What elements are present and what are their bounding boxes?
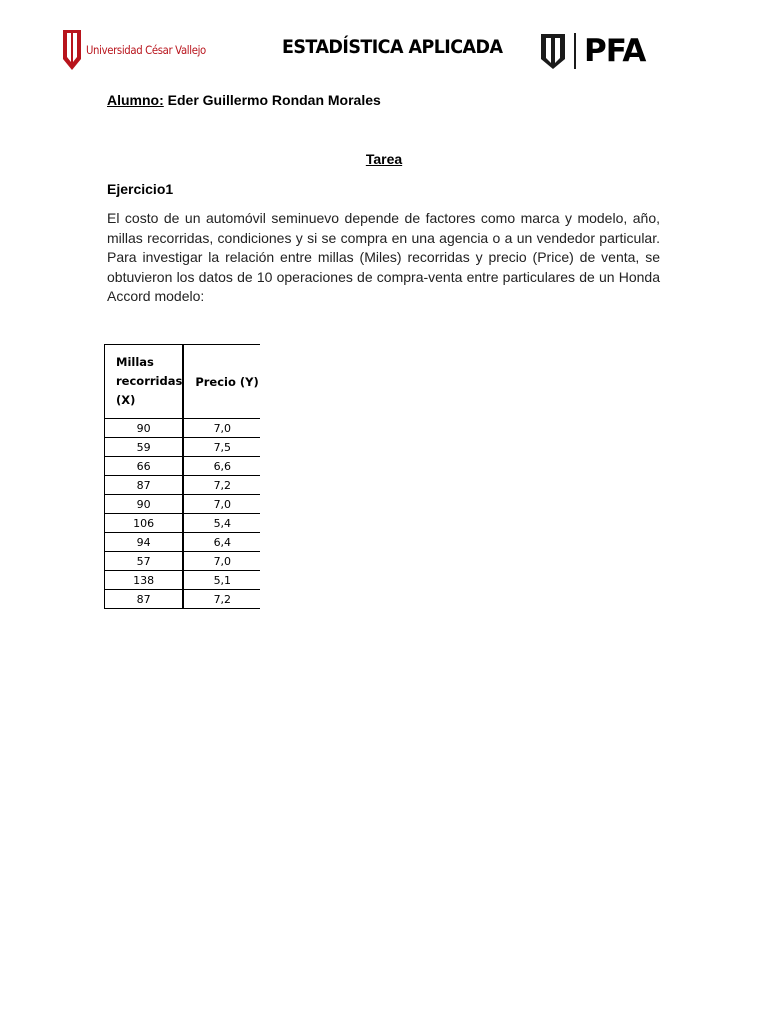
table-row — [105, 495, 261, 514]
cell-millas: 90 — [105, 419, 184, 438]
header-millas — [105, 345, 184, 419]
cell-millas: 90 — [105, 495, 184, 514]
header-millas-line1: Millas — [116, 355, 154, 369]
table-row — [105, 533, 261, 552]
cell-precio: 5,1 — [183, 571, 260, 590]
table-row — [105, 457, 261, 476]
table-row — [105, 590, 261, 609]
exercise-paragraph: El costo de un automóvil seminuevo depende de factores como marca y modelo, año, millas recorridas, condiciones y si se compra en una agencia o a un vendedor particular. Para investigar la relación entre millas (Miles) recorridas y precio (Price) de venta, se obtuvieron los datos de 10 operaciones de compra-venta entre particulares de un Honda Accord modelo: — [107, 210, 660, 304]
table-row — [105, 419, 261, 438]
university-name: Universidad César Vallejo — [86, 43, 206, 57]
cell-millas: 87 — [105, 476, 184, 495]
table-row — [105, 514, 261, 533]
pfa-divider — [574, 33, 576, 69]
student-label: Alumno: — [107, 92, 164, 108]
table-row — [105, 552, 261, 571]
cell-millas: 57 — [105, 552, 184, 571]
pfa-shield-icon — [540, 33, 566, 70]
header-precio: Precio (Y) — [183, 345, 260, 419]
cell-precio: 7,0 — [183, 552, 260, 571]
university-shield-icon — [62, 29, 82, 71]
table-row — [105, 438, 261, 457]
table-row — [105, 476, 261, 495]
data-table — [104, 344, 260, 609]
university-logo — [62, 28, 222, 72]
table-header-row — [105, 345, 261, 419]
header-millas-line3: (X) — [116, 393, 136, 407]
cell-precio: 7,2 — [183, 476, 260, 495]
task-title — [0, 151, 768, 167]
student-name: Eder Guillermo Rondan Morales — [163, 92, 381, 108]
cell-precio: 7,5 — [183, 438, 260, 457]
cell-precio: 6,6 — [183, 457, 260, 476]
header-millas-line2: recorridas — [116, 374, 183, 388]
exercise-title: Ejercicio1 — [107, 181, 174, 197]
pfa-logo-text: PFA — [584, 32, 646, 69]
cell-precio: 7,0 — [183, 495, 260, 514]
cell-millas: 59 — [105, 438, 184, 457]
task-title-text: Tarea — [365, 151, 403, 167]
cell-precio: 6,4 — [183, 533, 260, 552]
data-table-wrapper — [104, 344, 260, 609]
table-row — [105, 571, 261, 590]
cell-millas: 87 — [105, 590, 184, 609]
pfa-logo — [540, 32, 645, 70]
document-title: ESTADÍSTICA APLICADA — [282, 36, 503, 58]
student-line — [107, 92, 381, 108]
cell-millas: 106 — [105, 514, 184, 533]
page-header — [0, 0, 768, 90]
cell-precio: 7,2 — [183, 590, 260, 609]
cell-precio: 7,0 — [183, 419, 260, 438]
cell-precio: 5,4 — [183, 514, 260, 533]
cell-millas: 138 — [105, 571, 184, 590]
cell-millas: 66 — [105, 457, 184, 476]
cell-millas: 94 — [105, 533, 184, 552]
